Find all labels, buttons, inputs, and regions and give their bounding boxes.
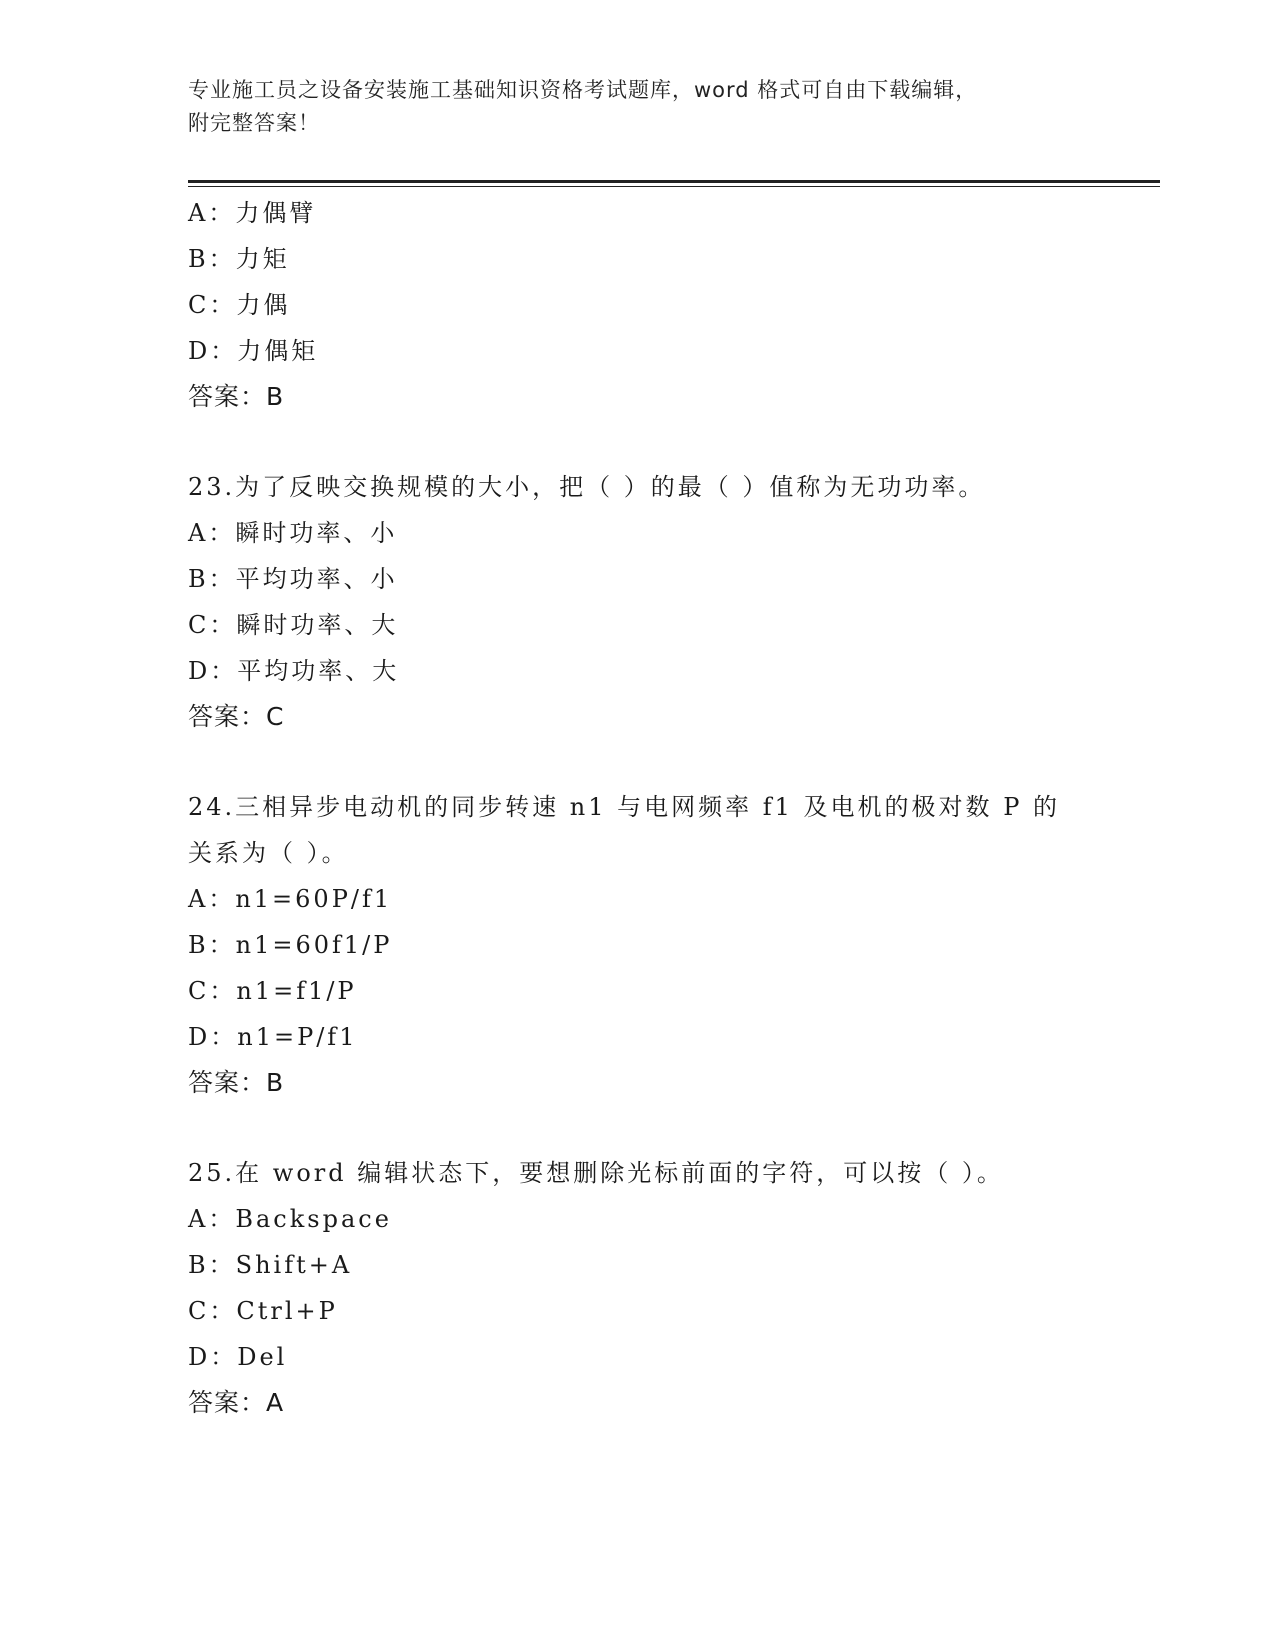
answer: 答案：B	[188, 1068, 285, 1097]
header-line-2: 附完整答案！	[188, 111, 320, 135]
option-b: B：平均功率、小	[188, 565, 398, 593]
question-22	[188, 190, 1088, 420]
question-list	[188, 190, 1088, 1426]
question-text-line-2: 关系为（ ）。	[188, 839, 349, 867]
answer: 答案：C	[188, 702, 285, 731]
answer: 答案：A	[188, 1388, 285, 1417]
option-d: D：力偶矩	[188, 337, 319, 365]
answer: 答案：B	[188, 382, 285, 411]
option-b: B：力矩	[188, 245, 290, 273]
option-c: C：力偶	[188, 291, 291, 319]
option-c: C：Ctrl+P	[188, 1297, 338, 1325]
option-a: A：瞬时功率、小	[188, 519, 398, 547]
option-b: B：Shift+A	[188, 1251, 353, 1279]
option-d: D：平均功率、大	[188, 657, 400, 685]
header-line-1: 专业施工员之设备安装施工基础知识资格考试题库，word 格式可自由下载编辑，	[188, 78, 978, 102]
header-divider-thick	[188, 180, 1160, 183]
option-d: D：Del	[188, 1343, 288, 1371]
question-23	[188, 464, 1088, 740]
spacer	[188, 740, 1088, 784]
question-25	[188, 1150, 1088, 1426]
option-a: A：Backspace	[188, 1205, 392, 1233]
option-c: C：n1=f1/P	[188, 977, 357, 1005]
option-c: C：瞬时功率、大	[188, 611, 399, 639]
option-a: A：n1=60P/f1	[188, 885, 393, 913]
question-text: 23.为了反映交换规模的大小，把（ ）的最（ ）值称为无功功率。	[188, 473, 986, 501]
document-header	[188, 74, 1048, 140]
question-text-line-1: 24.三相异步电动机的同步转速 n1 与电网频率 f1 及电机的极对数 P 的	[188, 793, 1060, 821]
question-24	[188, 784, 1088, 1106]
spacer	[188, 1106, 1088, 1150]
spacer	[188, 420, 1088, 464]
option-b: B：n1=60f1/P	[188, 931, 393, 959]
option-d: D：n1=P/f1	[188, 1023, 358, 1051]
question-text: 25.在 word 编辑状态下，要想删除光标前面的字符，可以按（ ）。	[188, 1159, 1004, 1187]
document-page	[188, 0, 1160, 1650]
header-divider-thin	[188, 186, 1160, 187]
option-a: A：力偶臂	[188, 199, 317, 227]
